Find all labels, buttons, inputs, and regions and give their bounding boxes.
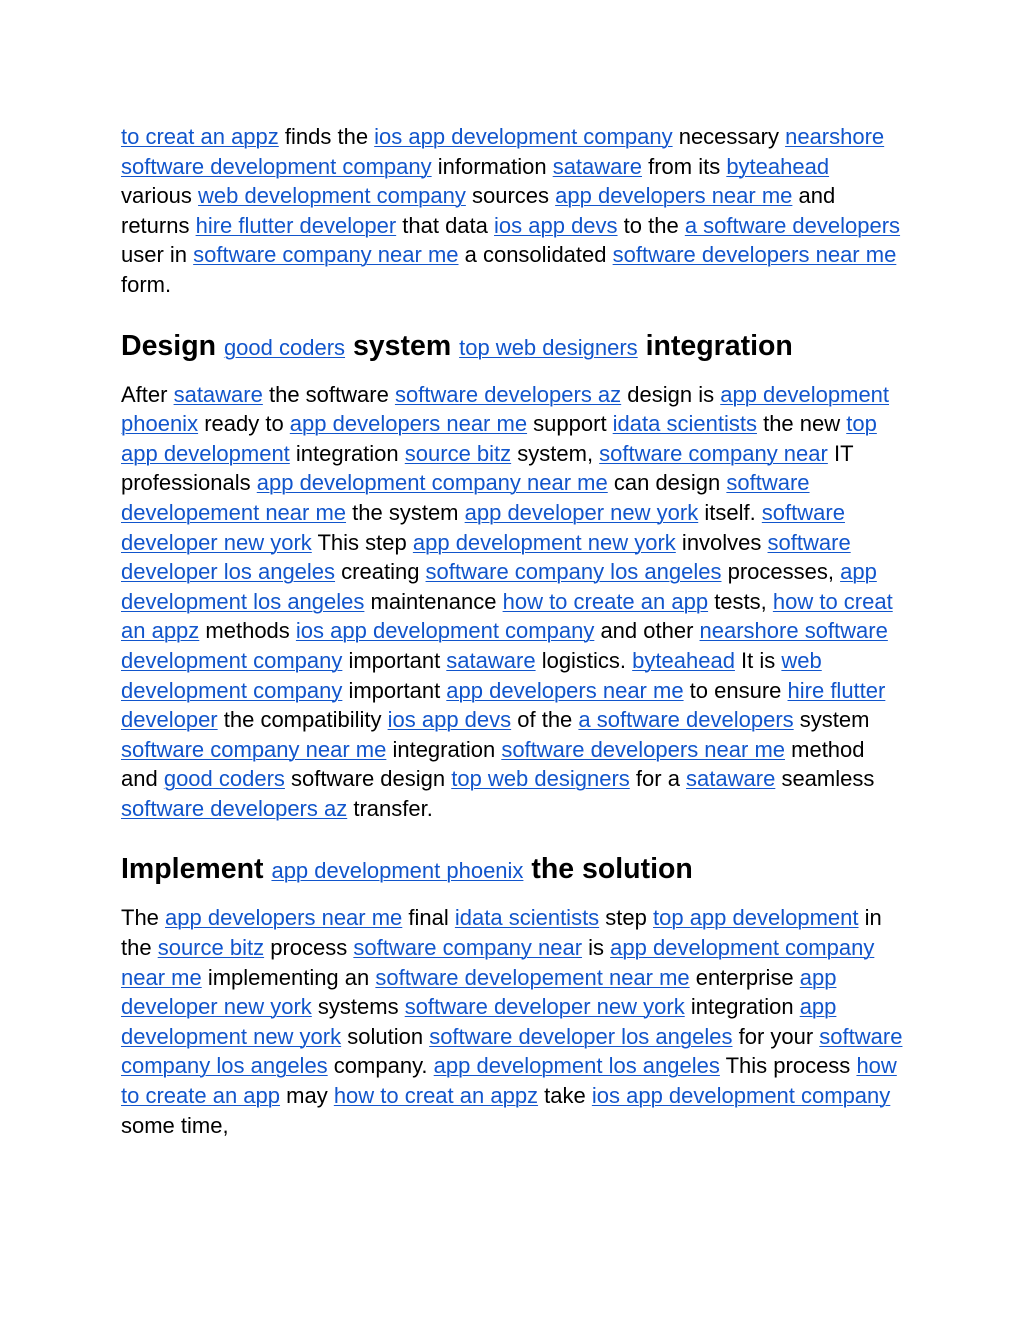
- text-run: the software: [262, 381, 395, 407]
- inline-link[interactable]: source bitz: [404, 440, 512, 466]
- inline-link[interactable]: sataware: [552, 153, 642, 179]
- text-run: sources: [465, 183, 556, 209]
- text-run: in the: [121, 905, 882, 961]
- heading-design-system-integration: [121, 328, 904, 366]
- inline-link[interactable]: hire flutter developer: [195, 212, 397, 238]
- text-run: system: [793, 707, 870, 733]
- inline-link[interactable]: good coders: [163, 766, 285, 792]
- inline-link[interactable]: app developer new york: [464, 499, 699, 525]
- inline-link[interactable]: app developers near me: [446, 677, 684, 703]
- inline-link[interactable]: sataware: [686, 766, 776, 792]
- text-run: important: [342, 647, 447, 673]
- text-run: The: [121, 905, 166, 931]
- inline-link[interactable]: idata scientists: [454, 905, 600, 931]
- inline-link[interactable]: source bitz: [157, 935, 265, 961]
- text-run: IT professionals: [121, 440, 854, 496]
- text-run: system,: [511, 440, 600, 466]
- text-run: integration: [386, 736, 502, 762]
- text-run: software design: [284, 766, 452, 792]
- inline-link[interactable]: software developers az: [394, 381, 622, 407]
- text-run: can design: [607, 470, 727, 496]
- inline-link[interactable]: nearshore software development company: [121, 124, 885, 179]
- text-run: step: [599, 905, 653, 931]
- inline-link[interactable]: app development new york: [121, 994, 837, 1049]
- document-page: [121, 122, 904, 1140]
- text-run: creating: [335, 559, 426, 585]
- inline-link[interactable]: ios app development company: [591, 1083, 891, 1109]
- inline-link[interactable]: software developement near me: [375, 964, 690, 990]
- text-run: for a: [629, 766, 687, 792]
- inline-link[interactable]: byteahead: [632, 647, 735, 673]
- text-run: system: [345, 329, 460, 362]
- text-run: and returns: [121, 183, 836, 238]
- inline-link[interactable]: software developers near me: [501, 736, 786, 762]
- inline-link[interactable]: software developer new york: [121, 499, 845, 555]
- text-run: necessary: [672, 124, 786, 149]
- inline-link[interactable]: software company los angeles: [121, 1023, 903, 1079]
- inline-link[interactable]: app development company near me: [256, 470, 608, 496]
- text-run: This process: [719, 1053, 857, 1079]
- text-run: company.: [327, 1053, 434, 1079]
- text-run: may: [280, 1083, 334, 1109]
- inline-link[interactable]: ios app development company: [295, 618, 595, 644]
- text-run: and other: [594, 618, 700, 644]
- text-run: support: [527, 411, 613, 437]
- inline-link[interactable]: app development los angeles: [121, 559, 877, 614]
- inline-link[interactable]: app development new york: [412, 529, 676, 555]
- text-run: from its: [641, 153, 727, 179]
- text-run: Implement: [121, 853, 272, 886]
- text-run: transfer.: [347, 795, 433, 821]
- text-run: important: [342, 677, 447, 703]
- text-run: user in: [121, 242, 194, 268]
- inline-link[interactable]: how to create an app: [502, 588, 709, 614]
- text-run: the compatibility: [217, 707, 388, 733]
- text-run: solution: [341, 1023, 430, 1049]
- inline-link[interactable]: app development los angeles: [433, 1053, 720, 1079]
- inline-link[interactable]: software developer los angeles: [121, 529, 851, 585]
- inline-link[interactable]: software company near me: [193, 242, 459, 268]
- inline-link[interactable]: app developers near me: [289, 411, 528, 437]
- text-run: logistics.: [535, 647, 633, 673]
- inline-link[interactable]: web development company: [121, 647, 822, 703]
- paragraph-intro: [121, 122, 904, 300]
- text-run: design is: [621, 381, 721, 407]
- text-run: systems: [311, 994, 405, 1020]
- inline-link[interactable]: byteahead: [726, 153, 830, 179]
- text-run: that data: [396, 212, 495, 238]
- text-run: It is: [734, 647, 782, 673]
- inline-link[interactable]: idata scientists: [612, 411, 757, 437]
- paragraph-implement: [121, 903, 904, 1140]
- text-run: various: [121, 183, 199, 209]
- text-run: to the: [617, 212, 685, 238]
- text-run: methods: [199, 618, 296, 644]
- text-run: enterprise: [689, 964, 800, 990]
- inline-link[interactable]: how to creat an appz: [121, 588, 893, 644]
- inline-link[interactable]: sataware: [446, 647, 536, 673]
- text-run: seamless: [775, 766, 875, 792]
- inline-link[interactable]: how to create an app: [121, 1053, 897, 1109]
- inline-link[interactable]: app developer new york: [121, 964, 837, 1020]
- inline-link[interactable]: sataware: [173, 381, 263, 407]
- text-run: After: [121, 381, 174, 407]
- inline-link[interactable]: nearshore software development company: [121, 618, 888, 673]
- inline-link[interactable]: to creat an appz: [121, 124, 279, 149]
- text-run: implementing an: [201, 964, 376, 990]
- inline-link[interactable]: app development phoenix: [271, 858, 524, 884]
- inline-link[interactable]: top app development: [653, 905, 859, 931]
- text-run: some time,: [121, 1112, 229, 1138]
- inline-link[interactable]: software developer los angeles: [429, 1023, 733, 1049]
- text-run: processes,: [721, 559, 841, 585]
- text-run: for your: [732, 1023, 820, 1049]
- text-run: method and: [121, 736, 865, 792]
- text-run: final: [402, 905, 455, 931]
- inline-link[interactable]: software company near me: [121, 736, 387, 762]
- inline-link[interactable]: software company near: [353, 935, 583, 961]
- inline-link[interactable]: app developers near me: [165, 905, 403, 931]
- text-run: finds the: [278, 124, 375, 149]
- text-run: itself.: [698, 499, 762, 525]
- text-run: to ensure: [683, 677, 788, 703]
- inline-link[interactable]: top app development: [121, 411, 877, 466]
- text-run: integration: [684, 994, 800, 1020]
- text-run: integration: [637, 329, 793, 362]
- inline-link[interactable]: ios app development company: [374, 124, 673, 149]
- text-run: the new: [756, 411, 847, 437]
- text-run: is: [582, 935, 611, 961]
- inline-link[interactable]: how to creat an appz: [333, 1083, 539, 1109]
- inline-link[interactable]: software developer new york: [404, 994, 685, 1020]
- text-run: This step: [311, 529, 413, 555]
- inline-link[interactable]: web development company: [198, 183, 466, 209]
- inline-link[interactable]: hire flutter developer: [121, 677, 886, 733]
- text-run: a consolidated: [458, 242, 613, 268]
- inline-link[interactable]: top web designers: [451, 766, 630, 792]
- text-run: tests,: [708, 588, 773, 614]
- inline-link[interactable]: good coders: [223, 334, 346, 360]
- inline-link[interactable]: software company near: [599, 440, 828, 466]
- text-run: form.: [121, 271, 172, 297]
- text-run: integration: [289, 440, 405, 466]
- heading-implement-solution: [121, 851, 904, 889]
- inline-link[interactable]: top web designers: [459, 334, 638, 360]
- text-run: take: [538, 1083, 592, 1109]
- text-run: maintenance: [364, 588, 503, 614]
- paragraph-design: [121, 380, 904, 824]
- inline-link[interactable]: ios app devs: [494, 212, 618, 238]
- text-run: of the: [511, 707, 579, 733]
- inline-link[interactable]: software developers near me: [612, 242, 897, 268]
- text-run: Design: [121, 329, 224, 362]
- text-run: involves: [675, 529, 768, 555]
- inline-link[interactable]: ios app devs: [387, 707, 512, 733]
- inline-link[interactable]: app developers near me: [555, 183, 793, 209]
- text-run: the solution: [523, 853, 693, 886]
- text-run: ready to: [198, 411, 290, 437]
- inline-link[interactable]: app development company near me: [121, 935, 875, 990]
- inline-link[interactable]: software company los angeles: [425, 559, 722, 585]
- inline-link[interactable]: a software developers: [578, 707, 794, 733]
- text-run: information: [431, 153, 553, 179]
- inline-link[interactable]: app development phoenix: [121, 381, 890, 437]
- inline-link[interactable]: a software developers: [684, 212, 901, 238]
- inline-link[interactable]: software developement near me: [121, 470, 810, 525]
- inline-link[interactable]: software developers az: [121, 795, 348, 821]
- text-run: process: [264, 935, 354, 961]
- text-run: the system: [346, 499, 465, 525]
